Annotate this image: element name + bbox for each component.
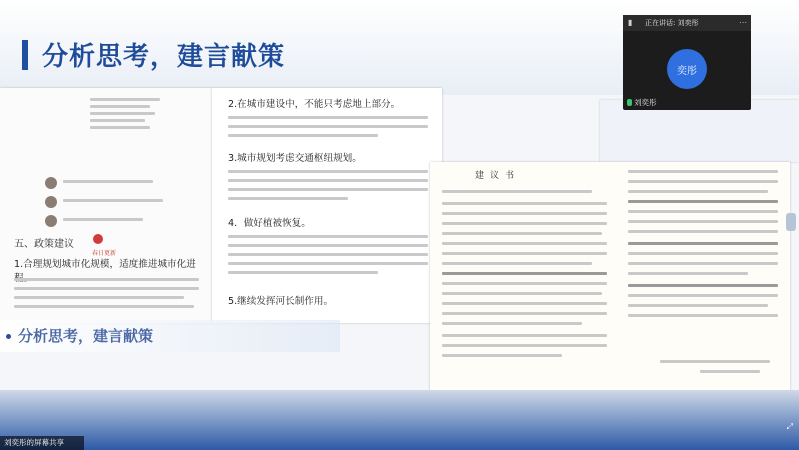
participant-name-bar [627, 97, 657, 108]
overlay-title: 分析思考，建言献策 [18, 327, 154, 345]
proposal-document-page [430, 162, 790, 394]
policy-item-1: 1.合理规划城市化规模，适度推进城市化进 [14, 259, 196, 270]
fullscreen-icon[interactable]: ⤢ [786, 422, 795, 431]
stamp-label: 春日更新 [92, 250, 117, 257]
stamp-icon [93, 234, 103, 244]
proposal-heading: 建议书 [475, 171, 521, 181]
comment-row [45, 174, 185, 194]
policy-item-4: 4．做好植被恢复。 [228, 218, 311, 229]
avatar [45, 196, 57, 208]
speaking-indicator: 正在讲话: 刘奕彤 [645, 19, 699, 27]
slide-footer-band [0, 390, 799, 450]
microphone-icon [627, 99, 632, 106]
policy-item-3: 3.城市规划考虑交通枢纽规划。 [228, 153, 362, 164]
participant-name: 刘奕彤 [634, 98, 657, 107]
more-dots-icon[interactable]: ⋯ [739, 18, 747, 27]
policy-section-heading: 五、政策建议 [14, 239, 74, 250]
avatar-initials: 奕彤 [677, 65, 697, 77]
slide-title: 分析思考，建言献策 [42, 42, 286, 72]
comment-row [45, 193, 185, 213]
avatar [45, 215, 57, 227]
middle-document-page [212, 88, 442, 323]
left-document-page [0, 88, 212, 323]
video-camera-icon: ▮ [628, 18, 633, 27]
avatar [45, 177, 57, 189]
scroll-handle-icon[interactable] [786, 213, 796, 231]
screen-share-label: 刘奕彤的屏幕共享 [0, 436, 84, 450]
policy-item-2: 2.在城市建设中，不能只考虑地上部分。 [228, 99, 401, 110]
speaker-video-panel[interactable] [623, 15, 751, 110]
policy-item-5: 5.继续发挥河长制作用。 [228, 296, 334, 307]
comment-row [45, 212, 185, 232]
bullet-dot [6, 334, 11, 339]
title-accent-bar [22, 40, 28, 70]
participant-avatar [667, 49, 707, 89]
